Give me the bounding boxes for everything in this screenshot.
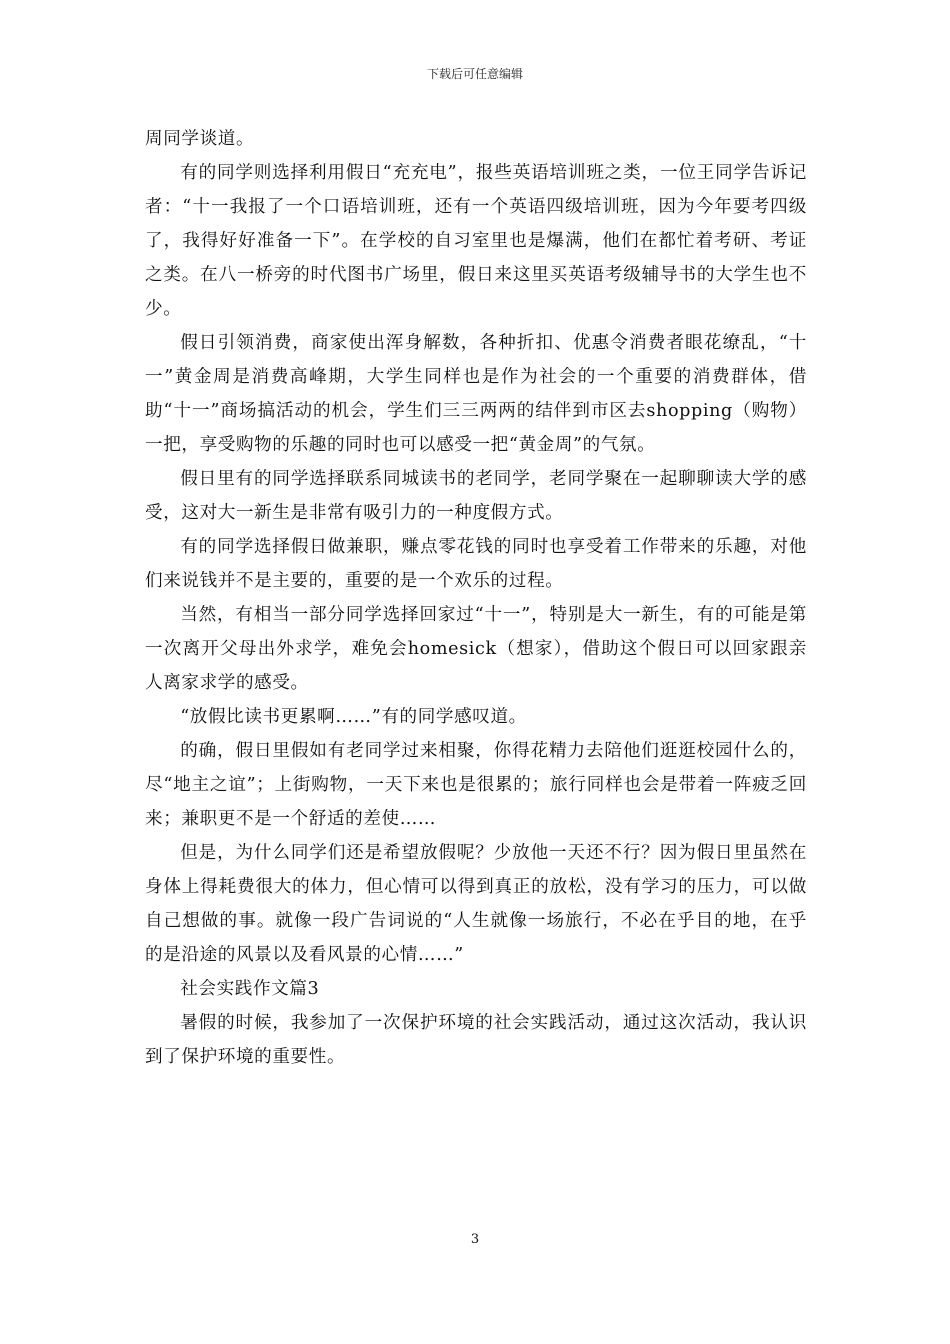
- paragraph: 但是，为什么同学们还是希望放假呢？少放他一天还不行？因为假日里虽然在身体上得耗费很大的体力，但心情可以得到真正的放松，没有学习的压力，可以做自己想做的事。就像一段广告词说的“人生就像一场旅行，不必在乎目的地，在乎的是沿途的风景以及看风景的心情……”: [145, 843, 807, 965]
- paragraph: 当然，有相当一部分同学选择回家过“十一”，特别是大一新生，有的可能是第一次离开父母出外求学，难免会homesick（想家），借助这个假日可以回家跟亲人离家求学的感受。: [145, 605, 807, 693]
- paragraph: 假日引领消费，商家使出浑身解数，各种折扣、优惠令消费者眼花缭乱，“十一”黄金周是消费高峰期，大学生同样也是作为社会的一个重要的消费群体，借助“十一”商场搞活动的机会，学生们三三两两的结伴到市区去shopping（购物）一把，享受购物的乐趣的同时也可以感受一把“黄金周”的气氛。: [145, 333, 807, 455]
- paragraph: 暑假的时候，我参加了一次保护环境的社会实践活动，通过这次活动，我认识到了保护环境的重要性。: [145, 1013, 807, 1067]
- paragraph: 有的同学选择假日做兼职，赚点零花钱的同时也享受着工作带来的乐趣，对他们来说钱并不是主要的，重要的是一个欢乐的过程。: [145, 537, 807, 591]
- paragraph: 的确，假日里假如有老同学过来相聚，你得花精力去陪他们逛逛校园什么的，尽“地主之谊”；上街购物，一天下来也是很累的；旅行同样也会是带着一阵疲乏回来；兼职更不是一个舒适的差使……: [145, 741, 807, 829]
- paragraph: 假日里有的同学选择联系同城读书的老同学，老同学聚在一起聊聊读大学的感受，这对大一新生是非常有吸引力的一种度假方式。: [145, 469, 807, 523]
- paragraph: 周同学谈道。: [145, 129, 255, 149]
- paragraph: “放假比读书更累啊……”有的同学感叹道。: [180, 707, 527, 727]
- page-header: 下载后可任意编辑: [426, 67, 523, 81]
- page-number: 3: [470, 1232, 480, 1247]
- document-body: [145, 122, 807, 1074]
- section-heading: 社会实践作文篇3: [180, 979, 320, 999]
- paragraph: 有的同学则选择利用假日“充充电”，报些英语培训班之类，一位王同学告诉记者：“十一我报了一个口语培训班，还有一个英语四级培训班，因为今年要考四级了，我得好好准备一下”。在学校的自习室里也是爆满，他们在都忙着考研、考证之类。在八一桥旁的时代图书广场里，假日来这里买英语考级辅导书的大学生也不少。: [145, 163, 807, 319]
